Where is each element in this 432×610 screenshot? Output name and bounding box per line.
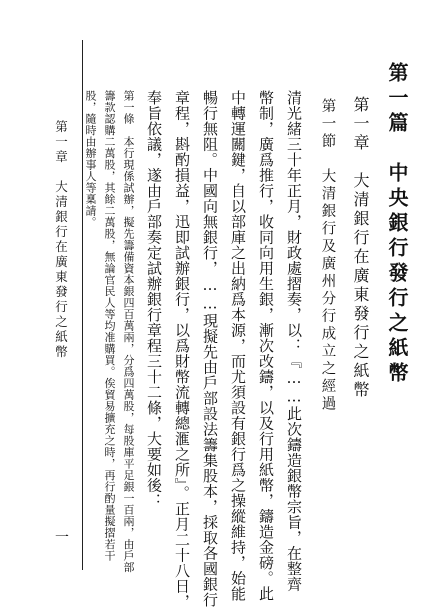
part-title: 第一篇 中央銀行發行之紙幣 (385, 62, 409, 387)
body-column-3: 中轉運關鍵，自以部庫之出納爲本源，而尤須設有銀行爲之操縱維持，始能 (229, 90, 247, 602)
page-number: 一 (55, 530, 69, 546)
article-column-3: 股，隨時由辦事人等稟請。 (84, 90, 97, 228)
running-header: 第一章 大清銀行在廣東發行之紙幣 (53, 120, 69, 360)
section-title: 第一節 大清銀行及廣州分行成立之經過 (319, 98, 336, 413)
body-column-5: 章程，斟酌損益，迅即試辦銀行，以爲財幣流轉總滙之所』。正月二十八日， (173, 90, 191, 610)
body-column-4: 暢行無阻。中國向無銀行，……現擬先由戶部設法籌集股本，採取各國銀行 (201, 90, 219, 608)
header-divider-line (82, 40, 83, 570)
body-column-1: 清光緒三十年正月，財政處摺奏，以：『……此次鑄造銀幣宗旨，在整齊 (285, 90, 303, 592)
chapter-title: 第一章 大清銀行在廣東發行之紙幣 (351, 96, 370, 400)
article-column-1: 第一條 本行現係試辦，擬先籌備資本銀四百萬兩，分爲四萬股，每股庫平足銀一百兩，由戶部 (122, 90, 135, 573)
body-column-2: 幣制，廣爲推行，收同向用生銀，漸次改鑄，以及行用紙幣，鑄造金磅。此 (257, 90, 275, 602)
article-column-2: 籌款認購二萬股，其餘二萬股，無論官民人等均准購買。俟貿易擴充之時，再行酌量擬摺若干 (103, 90, 116, 562)
body-column-6: 奉旨依議，遂由戶部奏定試辦銀行章程三十二條，大要如後： (145, 90, 163, 509)
